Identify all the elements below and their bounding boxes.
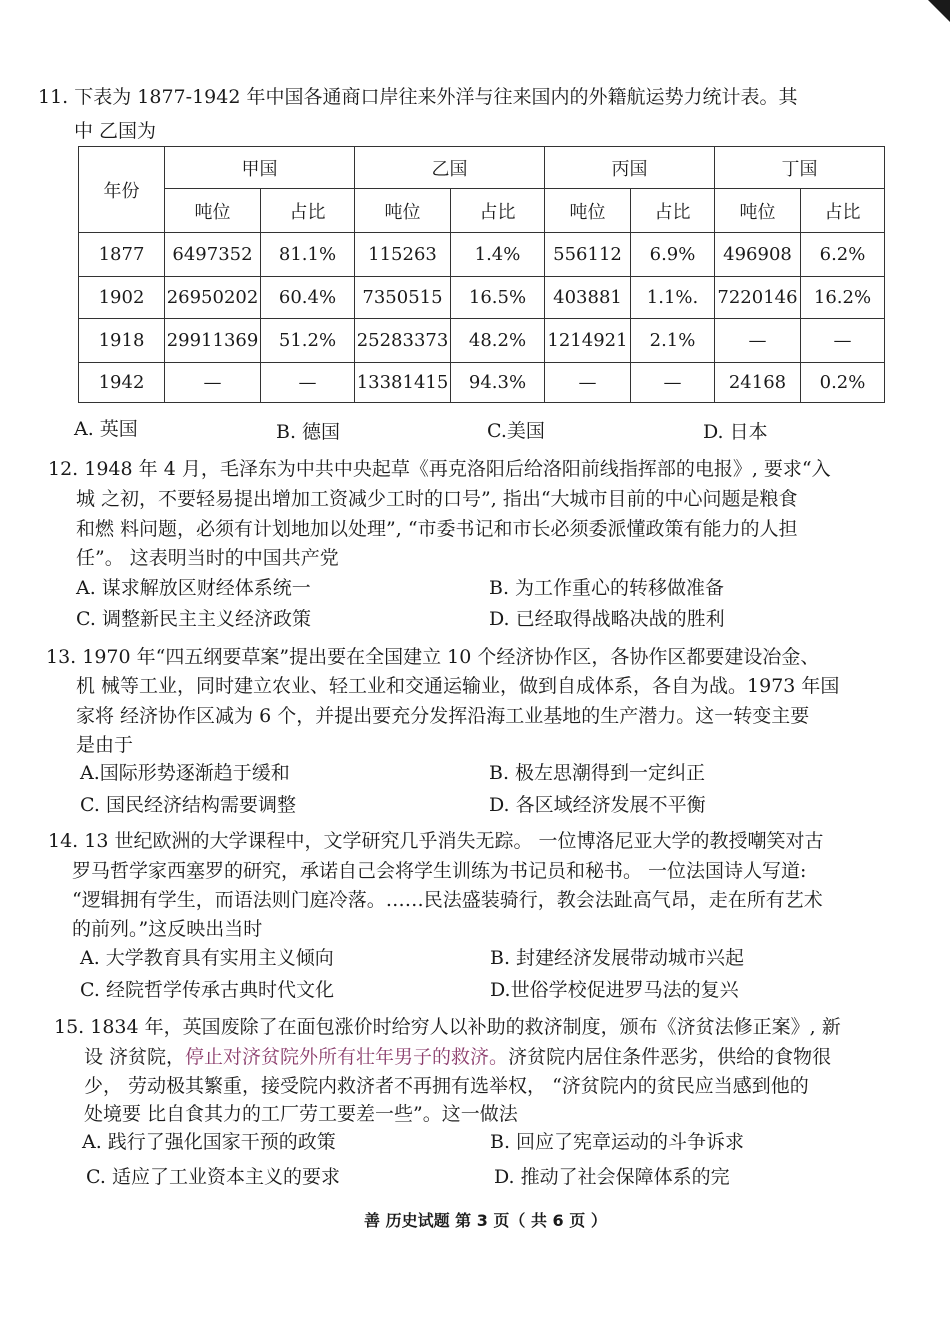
table-cell: 6.2% [801, 233, 885, 277]
table-cell: — [631, 363, 715, 403]
q13-option-d: D. 各区域经济发展不平衡 [489, 794, 706, 816]
table-cell: 403881 [545, 277, 631, 319]
table-cell: 51.2% [261, 319, 355, 363]
table-cell: 1.4% [451, 233, 545, 277]
q12-stem-line-4: 任”。 这表明当时的中国共产党 [76, 547, 339, 569]
table-cell: 115263 [355, 233, 451, 277]
q14-stem-line-3: “逻辑拥有学生，而语法则门庭冷落。……民法盛装骑行，教会法趾高气昂，走在所有艺术 [72, 889, 823, 911]
page-footer: 善 历史试题 第 3 页（ 共 6 页 ） [364, 1211, 607, 1230]
table-cell: 16.5% [451, 277, 545, 319]
q14-option-b: B. 封建经济发展带动城市兴起 [490, 947, 745, 969]
q15-line2-end: 济贫院内居住条件恶劣，供给的食物很 [508, 1046, 832, 1068]
q11-option-d: D. 日本 [703, 421, 768, 443]
table-cell: 7350515 [355, 277, 451, 319]
table-cell: 0.2% [801, 363, 885, 403]
q14-stem-line-1: 14. 13 世纪欧洲的大学课程中，文学研究几乎消失无踪。 一位博洛尼亚大学的教授嘲笑对古 [48, 830, 824, 852]
country-header: 乙国 [355, 147, 545, 189]
q14-option-c: C. 经院哲学传承古典时代文化 [80, 979, 334, 1001]
table-cell: 2.1% [631, 319, 715, 363]
table-row [79, 233, 885, 277]
table-cell: — [261, 363, 355, 403]
q15-stem-line-3: 少， 劳动极其繁重，接受院内救济者不再拥有选举权， “济贫院内的贫民应当感到他的 [84, 1075, 809, 1097]
table-cell: 16.2% [801, 277, 885, 319]
q13-stem-line-1: 13. 1970 年“四五纲要草案”提出要在全国建立 10 个经济协作区，各协作区都要建设冶金、 [46, 646, 820, 668]
q15-option-d: D. 推动了社会保障体系的完 [494, 1166, 730, 1188]
country-header: 甲国 [165, 147, 355, 189]
table-cell: 6.9% [631, 233, 715, 277]
table-cell: 1877 [79, 233, 165, 277]
table-cell: 7220146 [715, 277, 801, 319]
share-header: 占比 [801, 189, 885, 233]
q15-highlighted-text: 停止对济贫院外所有壮年男子的救济。 [185, 1046, 509, 1068]
q12-stem-line-2: 城 之初，不要轻易提出增加工资减少工时的口号”, 指出“大城市目前的中心问题是粮食 [76, 488, 798, 510]
share-header: 占比 [261, 189, 355, 233]
table-cell: 81.1% [261, 233, 355, 277]
share-header: 占比 [451, 189, 545, 233]
country-header: 丙国 [545, 147, 715, 189]
table-cell: 26950202 [165, 277, 261, 319]
table-cell: 60.4% [261, 277, 355, 319]
q12-stem-line-3: 和燃 料问题，必须有计划地加以处理”, “市委书记和市长必须委派懂政策有能力的人担 [76, 518, 798, 540]
table-cell: — [545, 363, 631, 403]
table-cell: 48.2% [451, 319, 545, 363]
q15-option-b: B. 回应了宪章运动的斗争诉求 [490, 1131, 745, 1153]
year-header: 年份 [79, 147, 165, 233]
corner-mark [928, 0, 950, 22]
shipping-statistics-table [78, 146, 885, 403]
q14-option-d: D.世俗学校促进罗马法的复兴 [490, 979, 739, 1001]
table-cell: 13381415 [355, 363, 451, 403]
q13-option-c: C. 国民经济结构需要调整 [80, 794, 296, 816]
q13-stem-line-2: 机 械等工业，同时建立农业、轻工业和交通运输业，做到自成体系，各自为战。1973 年国 [76, 675, 840, 697]
q11-option-c: C.美国 [487, 420, 545, 442]
q12-option-a: A. 谋求解放区财经体系统一 [76, 577, 311, 599]
q15-stem-line-4: 处境要 比自食其力的工厂劳工要差一些”。这一做法 [84, 1103, 518, 1125]
q13-stem-line-4: 是由于 [76, 734, 134, 756]
table-cell: 556112 [545, 233, 631, 277]
q15-option-c: C. 适应了工业资本主义的要求 [86, 1166, 340, 1188]
table-cell: — [715, 319, 801, 363]
table-cell: 6497352 [165, 233, 261, 277]
q12-option-c: C. 调整新民主主义经济政策 [76, 608, 311, 630]
q13-option-a: A.国际形势逐渐趋于缓和 [80, 762, 290, 784]
q12-option-d: D. 已经取得战略决战的胜利 [489, 608, 725, 630]
q12-stem-line-1: 12. 1948 年 4 月，毛泽东为中共中央起草《再克洛阳后给洛阳前线指挥部的电报》, 要求“入 [48, 458, 831, 480]
table-cell: 1918 [79, 319, 165, 363]
country-header: 丁国 [715, 147, 885, 189]
table-row [79, 277, 885, 319]
q11-option-a: A. 英国 [74, 418, 138, 440]
tonnage-header: 吨位 [355, 189, 451, 233]
q15-option-a: A. 践行了强化国家干预的政策 [82, 1131, 336, 1153]
q14-stem-line-4: 的前列。”这反映出当时 [72, 918, 263, 940]
table-cell: — [801, 319, 885, 363]
share-header: 占比 [631, 189, 715, 233]
table-cell: 1.1%. [631, 277, 715, 319]
table-cell: 25283373 [355, 319, 451, 363]
table-cell: 496908 [715, 233, 801, 277]
table-row [79, 363, 885, 403]
table-cell: 1214921 [545, 319, 631, 363]
table-cell: 29911369 [165, 319, 261, 363]
table-row [79, 319, 885, 363]
q15-stem-line-2 [84, 1042, 831, 1069]
q11-stem-line-2: 中 乙国为 [74, 120, 157, 142]
table-cell: — [165, 363, 261, 403]
q14-stem-line-2: 罗马哲学家西塞罗的研究，承诺自己会将学生训练为书记员和秘书。 一位法国诗人写道: [72, 860, 807, 882]
q13-stem-line-3: 家将 经济协作区减为 6 个，并提出要充分发挥沿海工业基地的生产潜力。这一转变主要 [76, 705, 810, 727]
table-cell: 24168 [715, 363, 801, 403]
q11-stem-line-1: 11. 下表为 1877-1942 年中国各通商口岸往来外洋与往来国内的外籍航运势力统计表。其 [38, 86, 798, 108]
q15-line2-start: 设 济贫院， [84, 1046, 186, 1068]
tonnage-header: 吨位 [545, 189, 631, 233]
table-cell: 94.3% [451, 363, 545, 403]
tonnage-header: 吨位 [715, 189, 801, 233]
q12-option-b: B. 为工作重心的转移做准备 [489, 577, 725, 599]
q14-option-a: A. 大学教育具有实用主义倾向 [80, 947, 334, 969]
q11-option-b: B. 德国 [276, 421, 341, 443]
q15-stem-line-1: 15. 1834 年，英国废除了在面包涨价时给穷人以补助的救济制度，颁布《济贫法修正案》, 新 [54, 1016, 841, 1038]
table-cell: 1902 [79, 277, 165, 319]
table-cell: 1942 [79, 363, 165, 403]
q13-option-b: B. 极左思潮得到一定纠正 [489, 762, 706, 784]
tonnage-header: 吨位 [165, 189, 261, 233]
